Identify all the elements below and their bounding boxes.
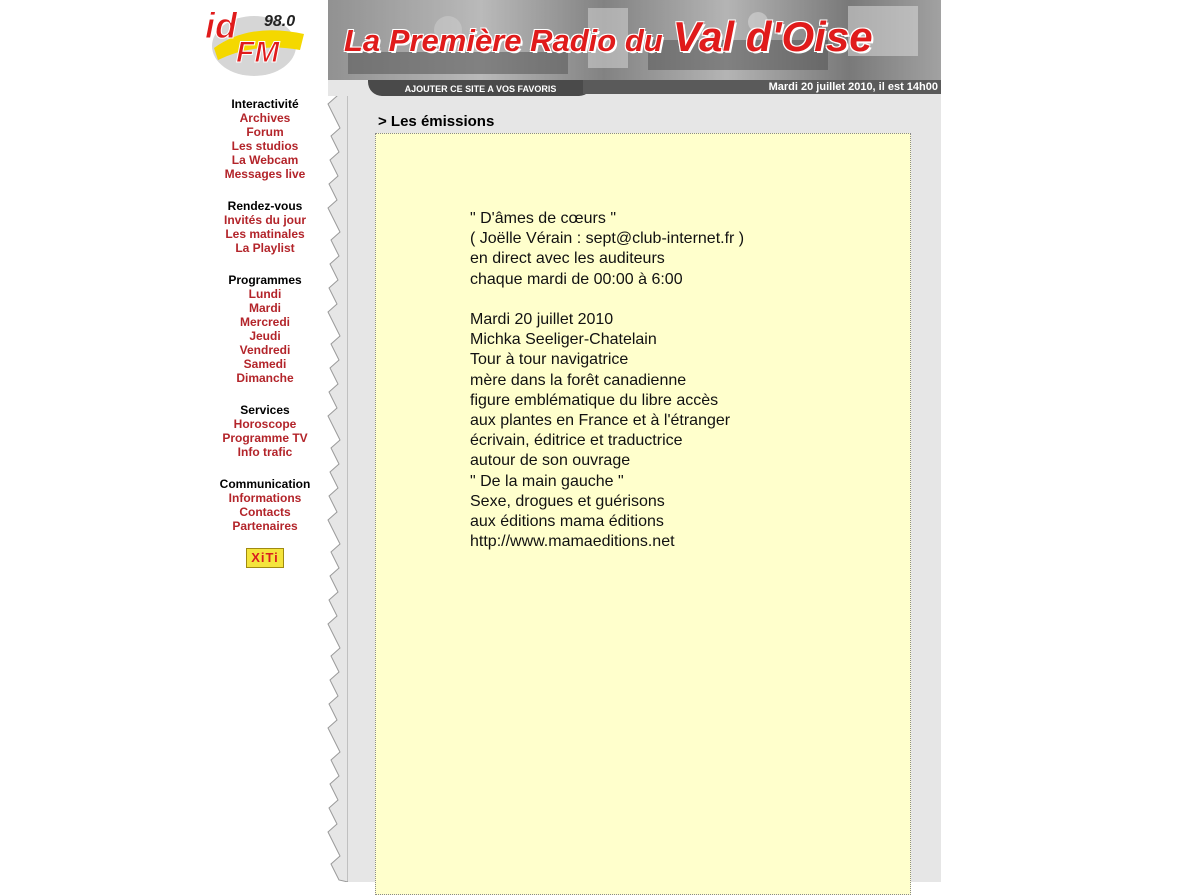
sidebar-link[interactable]: Samedi	[243, 357, 287, 371]
sidebar-link[interactable]: Messages live	[224, 167, 306, 181]
sidebar-link[interactable]: Mardi	[248, 301, 281, 315]
sidebar-section-title: Services	[240, 403, 290, 417]
sidebar-link[interactable]: Archives	[239, 111, 291, 125]
sidebar-section-title: Programmes	[228, 273, 302, 287]
description-line: autour de son ouvrage	[470, 452, 631, 470]
sidebar-link[interactable]: Informations	[228, 491, 302, 505]
sidebar-section-title: Communication	[219, 477, 311, 491]
add-favorites-button[interactable]: AJOUTER CE SITE A VOS FAVORIS	[368, 80, 593, 96]
description-line: aux éditions mama éditions	[470, 513, 664, 531]
torn-edge-decoration	[318, 0, 348, 882]
date-time-display: Mardi 20 juillet 2010, il est 14h00	[583, 80, 941, 94]
sidebar-link[interactable]: Lundi	[248, 287, 282, 301]
idfm-logo[interactable]	[200, 2, 320, 80]
banner-title-part2: Val d'Oise	[672, 13, 873, 60]
sidebar-link[interactable]: Invités du jour	[223, 213, 306, 227]
show-description-text	[470, 209, 744, 552]
sidebar-link[interactable]: Horoscope	[233, 417, 297, 431]
sidebar-link[interactable]: La Webcam	[231, 153, 299, 167]
sidebar-section	[200, 199, 330, 255]
sidebar-section-title: Rendez-vous	[227, 199, 303, 213]
sidebar-section	[200, 273, 330, 385]
sidebar-link[interactable]: Vendredi	[239, 343, 291, 357]
description-line: aux plantes en France et à l'étranger	[470, 412, 731, 430]
show-description-panel	[375, 133, 911, 895]
description-line: écrivain, éditrice et traductrice	[470, 432, 683, 450]
description-line: ( Joëlle Vérain : sept@club-internet.fr )	[470, 230, 745, 248]
page-heading: > Les émissions	[378, 113, 495, 130]
description-line: en direct avec les auditeurs	[470, 250, 665, 268]
sidebar-section	[200, 477, 330, 533]
description-line: chaque mardi de 00:00 à 6:00	[470, 270, 683, 288]
sidebar-link[interactable]: Forum	[246, 125, 284, 139]
description-line: figure emblématique du libre accès	[470, 391, 719, 409]
sidebar-link[interactable]: Programme TV	[222, 431, 308, 445]
header-banner	[328, 0, 941, 80]
description-line: Michka Seeliger-Chatelain	[470, 331, 657, 349]
sidebar-link[interactable]: Contacts	[239, 505, 291, 519]
sidebar-section	[200, 97, 330, 181]
logo-fm-text: FM	[236, 36, 280, 69]
sidebar-section-title: Interactivité	[231, 97, 299, 111]
xiti-counter-badge[interactable]: XiTi	[246, 548, 284, 568]
main-content-area	[348, 96, 941, 882]
description-line: " D'âmes de cœurs "	[470, 210, 616, 227]
sidebar-link[interactable]: Les matinales	[225, 227, 305, 241]
logo-frequency-text: 98.0	[264, 13, 296, 30]
description-line: " De la main gauche "	[470, 472, 624, 490]
description-line	[470, 290, 744, 310]
description-line: Sexe, drogues et guérisons	[470, 492, 665, 510]
banner-title-part1: La Première Radio du	[344, 23, 663, 58]
sidebar-section	[200, 403, 330, 459]
sidebar-link[interactable]: La Playlist	[235, 241, 295, 255]
banner-title	[344, 13, 873, 61]
sidebar-link[interactable]: Partenaires	[232, 519, 298, 533]
sidebar-nav	[200, 97, 330, 568]
description-line: Tour à tour navigatrice	[470, 351, 629, 369]
sidebar-link[interactable]: Dimanche	[236, 371, 294, 385]
sidebar-link[interactable]: Jeudi	[249, 329, 281, 343]
logo-id-text: id	[205, 5, 237, 46]
description-line: http://www.mamaeditions.net	[470, 533, 675, 551]
description-line: Mardi 20 juillet 2010	[470, 311, 614, 328]
info-bar	[328, 80, 941, 96]
sidebar-link[interactable]: Mercredi	[239, 315, 291, 329]
sidebar-link[interactable]: Info trafic	[237, 445, 293, 459]
logo-graphic	[200, 2, 320, 80]
description-line: mère dans la forêt canadienne	[470, 371, 687, 389]
sidebar-link[interactable]: Les studios	[231, 139, 299, 153]
